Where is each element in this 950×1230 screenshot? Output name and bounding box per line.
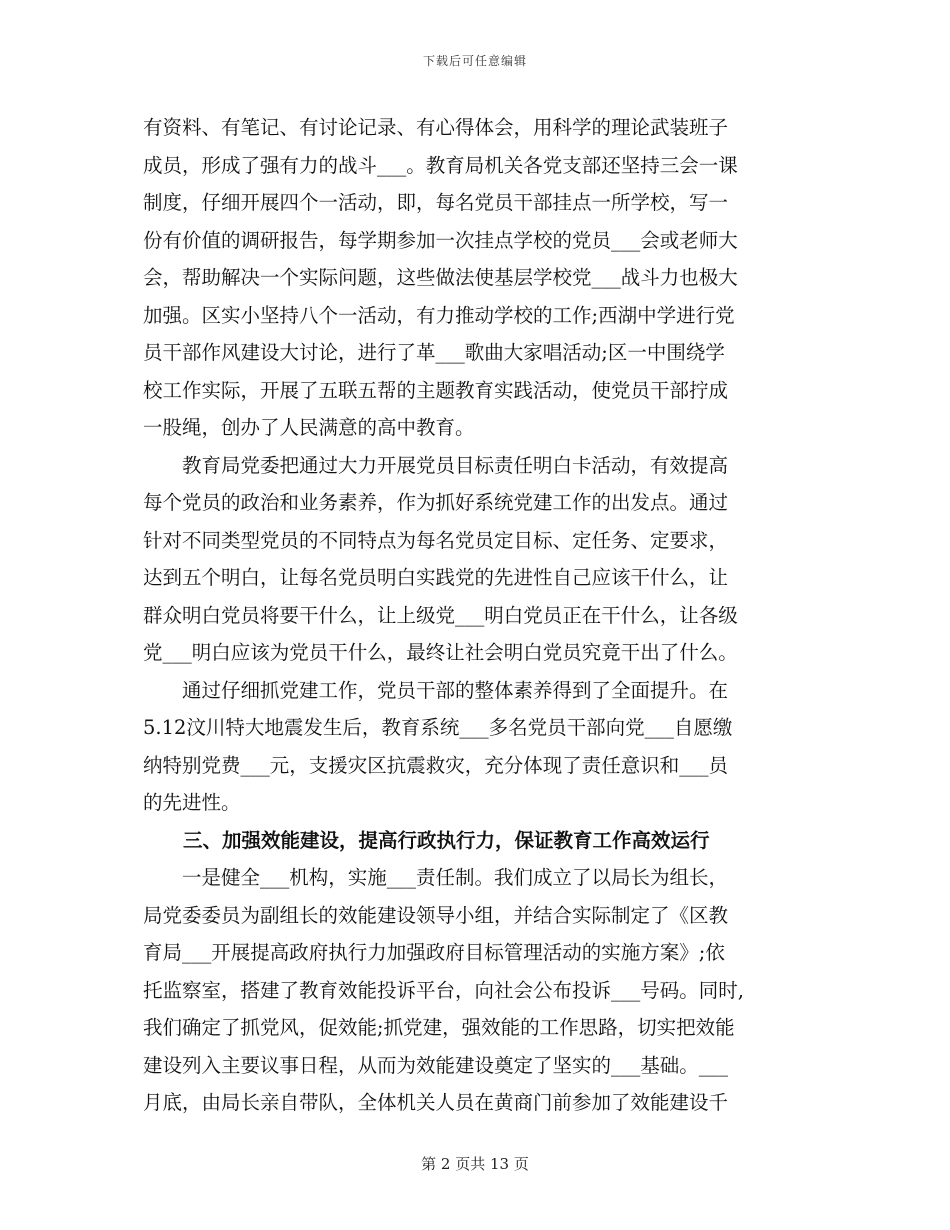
body-line: 员干部作风建设大讨论，进行了革___歌曲大家唱活动;区一中围绕学 bbox=[143, 341, 725, 364]
body-line: 党___明白应该为党员干什么，最终让社会明白党员究竟干出了什么。 bbox=[143, 641, 738, 664]
body-line: 我们确定了抓党风，促效能;抓党建，强效能的工作思路，切实把效能 bbox=[143, 1016, 735, 1039]
body-line: 校工作实际，开展了五联五帮的主题教育实践活动，使党员干部拧成 bbox=[143, 378, 729, 402]
body-line: 的先进性。 bbox=[143, 791, 241, 814]
body-line: 一股绳，创办了人民满意的高中教育。 bbox=[143, 416, 475, 439]
page-header: 下载后可任意编辑 bbox=[422, 54, 527, 68]
body-line: 份有价值的调研报告，每学期参加一次挂点学校的党员___会或老师大 bbox=[143, 228, 738, 252]
body-line: 建设列入主要议事日程，从而为效能建设奠定了坚实的___基础。___ bbox=[143, 1053, 729, 1077]
body-line: 制度，仔细开展四个一活动，即，每名党员干部挂点一所学校，写一 bbox=[143, 191, 729, 214]
body-line: 局党委委员为副组长的效能建设领导小组，并结合实际制定了《区教 bbox=[143, 903, 729, 927]
body-line: 纳特别党费___元，支援灾区抗震救灾，充分体现了责任意识和___员 bbox=[143, 753, 729, 777]
body-line: 5.12汶川特大地震发生后，教育系统___多名党员干部向党___自愿缴 bbox=[143, 716, 733, 739]
body-line: 群众明白党员将要干什么，让上级党___明白党员正在干什么，让各级 bbox=[143, 603, 738, 627]
body-line: 加强。区实小坚持八个一活动，有力推动学校的工作;西湖中学进行党 bbox=[143, 303, 735, 327]
body-line: 针对不同类型党员的不同特点为每名党员定目标、定任务、定要求， bbox=[143, 528, 729, 552]
body-line: 有资料、有笔记、有讨论记录、有心得体会，用科学的理论武装班子 bbox=[143, 116, 729, 139]
section-heading: 三、加强效能建设，提高行政执行力，保证教育工作高效运行 bbox=[183, 828, 710, 852]
body-line: 每个党员的政治和业务素养，作为抓好系统党建工作的出发点。通过 bbox=[143, 491, 729, 514]
body-line: 达到五个明白，让每名党员明白实践党的先进性自己应该干什么，让 bbox=[143, 566, 729, 589]
body-line: 一是健全___机构，实施___责任制。我们成立了以局长为组长， bbox=[143, 866, 729, 889]
body-line: 教育局党委把通过大力开展党员目标责任明白卡活动，有效提高 bbox=[143, 453, 729, 477]
page-footer: 第 2 页共 13 页 bbox=[421, 1155, 529, 1173]
body-line: 托监察室，搭建了教育效能投诉平台，向社会公布投诉___号码。同时, bbox=[143, 978, 744, 1002]
body-line: 育局___开展提高政府执行力加强政府目标管理活动的实施方案》;依 bbox=[143, 941, 725, 964]
body-line: 成员，形成了强有力的战斗___。教育局机关各党支部还坚持三会一课 bbox=[143, 153, 738, 177]
body-line: 会，帮助解决一个实际问题，这些做法使基层学校党___战斗力也极大 bbox=[143, 266, 738, 289]
document-body bbox=[143, 109, 813, 1122]
body-line: 通过仔细抓党建工作，党员干部的整体素养得到了全面提升。在 bbox=[143, 678, 729, 702]
body-line: 月底，由局长亲自带队，全体机关人员在黄商门前参加了效能建设千 bbox=[143, 1091, 729, 1114]
